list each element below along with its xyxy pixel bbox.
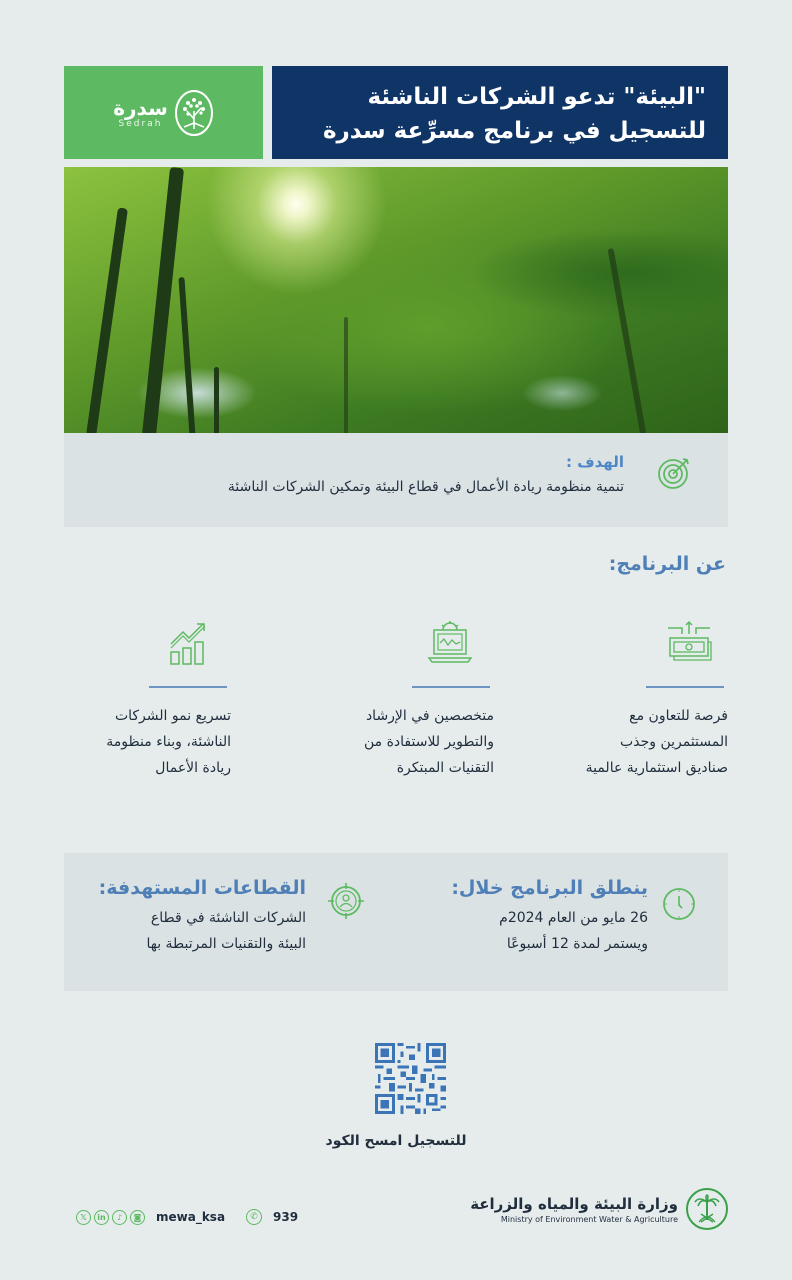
phone-icon: ✆ xyxy=(246,1209,262,1225)
title-line-2: للتسجيل في برنامج مسرِّعة سدرة xyxy=(322,118,706,144)
ministry-name xyxy=(470,1195,678,1224)
schedule-section xyxy=(451,877,648,957)
feature-divider xyxy=(149,686,227,688)
goal-label: الهدف : xyxy=(566,453,624,471)
laptop-gear-icon xyxy=(427,620,473,666)
logo-english: Sedrah xyxy=(118,118,163,129)
logo-text xyxy=(113,97,168,129)
feature-line: تسريع نمو الشركات xyxy=(114,708,231,724)
phone-number[interactable]: 939 xyxy=(273,1210,299,1224)
feature-line: المستثمرين وجذب xyxy=(620,734,728,750)
instagram-icon[interactable]: ◙ xyxy=(130,1210,145,1225)
linkedin-icon[interactable]: in xyxy=(94,1210,109,1225)
feature-divider xyxy=(412,686,490,688)
schedule-duration: ويستمر لمدة 12 أسبوعًا xyxy=(506,936,648,952)
footer-contacts xyxy=(76,1209,298,1225)
sectors-title: القطاعات المستهدفة: xyxy=(98,877,306,899)
sectors-line: الشركات الناشئة في قطاع xyxy=(150,910,306,926)
goal-panel xyxy=(64,433,728,527)
registration-qr-code[interactable] xyxy=(375,1043,446,1114)
title-line-1: "البيئة" تدعو الشركات الناشئة xyxy=(367,84,706,110)
feature-text xyxy=(294,703,494,781)
snapchat-icon[interactable]: ♪ xyxy=(112,1210,127,1225)
sectors-section xyxy=(99,877,306,957)
feature-line: فرصة للتعاون مع xyxy=(629,708,728,724)
schedule-title: ينطلق البرنامج خلال: xyxy=(451,877,648,899)
about-title: عن البرنامج: xyxy=(608,553,726,575)
sedrah-logo xyxy=(64,66,263,159)
x-icon[interactable]: 𝕏 xyxy=(76,1210,91,1225)
social-handle[interactable]: mewa_ksa xyxy=(156,1210,226,1224)
ministry-logo xyxy=(470,1188,728,1230)
feature-line: والتطوير للاستفادة من xyxy=(363,734,494,750)
hero-forest-image xyxy=(64,167,728,433)
schedule-date: 26 مايو من العام 2024م xyxy=(499,910,648,926)
tree-icon xyxy=(174,89,214,137)
feature-line: الناشئة، وبناء منظومة xyxy=(106,734,231,750)
page-title xyxy=(272,66,728,159)
feature-line: ريادة الأعمال xyxy=(155,760,231,776)
sectors-line: البيئة والتقنيات المرتبطة بها xyxy=(146,936,306,952)
qr-caption: للتسجيل امسح الكود xyxy=(325,1133,467,1149)
feature-line: التقنيات المبتكرة xyxy=(396,760,494,776)
palm-emblem-icon xyxy=(686,1188,728,1230)
feature-text xyxy=(528,703,728,781)
feature-line: صناديق استثمارية عالمية xyxy=(585,760,728,776)
ministry-name-english: Ministry of Environment Water & Agriculture xyxy=(500,1214,678,1224)
goal-text: تنمية منظومة ريادة الأعمال في قطاع البيئة وتمكين الشركات الناشئة xyxy=(227,479,624,495)
logo-arabic: سدرة xyxy=(113,95,168,120)
money-exchange-icon xyxy=(666,620,712,666)
feature-text xyxy=(31,703,231,781)
feature-divider xyxy=(646,686,724,688)
target-icon xyxy=(656,455,692,491)
growth-chart-icon xyxy=(167,620,213,666)
clock-icon xyxy=(662,887,696,921)
target-person-icon xyxy=(328,883,364,919)
ministry-name-arabic: وزارة البيئة والمياه والزراعة xyxy=(470,1194,678,1213)
program-info-panel xyxy=(64,853,728,991)
feature-line: متخصصين في الإرشاد xyxy=(365,708,494,724)
